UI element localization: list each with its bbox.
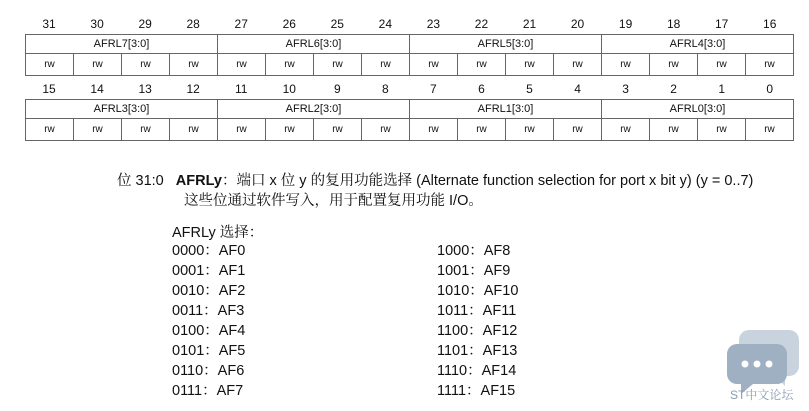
bit-number: 26 bbox=[282, 16, 296, 31]
bit-number: 16 bbox=[763, 16, 777, 31]
bit-numbers-upper bbox=[25, 13, 794, 34]
bit-range: 位 31:0 bbox=[117, 173, 164, 189]
watermark-text: ST中文论坛 bbox=[730, 388, 794, 402]
bit-number: 12 bbox=[186, 81, 200, 96]
field-afrl3: AFRL3[3:0] bbox=[26, 99, 218, 119]
code-item: 1010：AF10 bbox=[437, 283, 519, 299]
bit-number: 18 bbox=[666, 16, 681, 31]
bit-numbers-lower bbox=[25, 78, 794, 99]
bit-number: 19 bbox=[618, 16, 633, 31]
code-item: 0010：AF2 bbox=[172, 283, 246, 299]
bit-number: 31 bbox=[42, 16, 56, 31]
bit-number: 24 bbox=[378, 16, 393, 31]
code-item: 1100：AF12 bbox=[437, 323, 518, 339]
bit-number: 23 bbox=[426, 16, 441, 31]
access-cell: rw bbox=[554, 53, 602, 76]
access-cell: rw bbox=[506, 53, 554, 76]
code-item: 0000：AF0 bbox=[172, 243, 246, 259]
access-row-lower bbox=[25, 118, 794, 141]
field-afrl7: AFRL7[3:0] bbox=[26, 34, 218, 54]
bit-number: 27 bbox=[234, 16, 248, 31]
code-item: 1000：AF8 bbox=[437, 243, 511, 259]
code-item: 0011：AF3 bbox=[172, 303, 245, 319]
code-item: 1111：AF15 bbox=[437, 383, 516, 399]
bit-number: 5 bbox=[526, 81, 533, 96]
code-item: 1101：AF13 bbox=[437, 343, 518, 359]
access-cell: rw bbox=[362, 53, 410, 76]
field-name: AFRLy bbox=[175, 173, 222, 189]
access-row-upper bbox=[25, 53, 794, 76]
field-row-upper bbox=[25, 34, 794, 54]
access-cell: rw bbox=[122, 118, 170, 141]
access-cell: rw bbox=[122, 53, 170, 76]
access-cell: rw bbox=[314, 53, 362, 76]
access-cell: rw bbox=[74, 53, 122, 76]
code-item: 1001：AF9 bbox=[437, 263, 511, 279]
bit-number: 0 bbox=[766, 81, 774, 96]
access-cell: rw bbox=[170, 118, 218, 141]
access-cell: rw bbox=[266, 118, 314, 141]
access-cell: rw bbox=[650, 118, 698, 141]
bit-number: 21 bbox=[522, 16, 537, 31]
bit-number: 30 bbox=[90, 16, 104, 31]
access-cell: rw bbox=[26, 118, 74, 141]
access-cell: rw bbox=[410, 118, 458, 141]
field-summary: ：端口 x 位 y 的复用功能选择 (Alternate function selection for port x bit y) (y = 0..7) bbox=[221, 173, 754, 189]
field-row-lower bbox=[25, 99, 794, 119]
field-afrl6: AFRL6[3:0] bbox=[218, 34, 410, 54]
code-item: 0110：AF6 bbox=[172, 363, 245, 379]
code-item: 0111：AF7 bbox=[172, 383, 244, 399]
code-item: 0100：AF4 bbox=[172, 323, 246, 339]
bit-number: 7 bbox=[430, 81, 437, 96]
bit-number: 1 bbox=[718, 81, 726, 96]
access-cell: rw bbox=[602, 53, 650, 76]
access-cell: rw bbox=[170, 53, 218, 76]
access-cell: rw bbox=[74, 118, 122, 141]
register-lower bbox=[25, 78, 794, 141]
selection-title: AFRLy 选择： bbox=[172, 225, 264, 241]
access-cell: rw bbox=[218, 118, 266, 141]
bit-number: 13 bbox=[138, 81, 152, 96]
code-item: 0001：AF1 bbox=[172, 263, 246, 279]
field-afrl1: AFRL1[3:0] bbox=[410, 99, 602, 119]
access-cell: rw bbox=[746, 118, 794, 141]
bit-number: 10 bbox=[282, 81, 296, 96]
access-cell: rw bbox=[506, 118, 554, 141]
access-cell: rw bbox=[650, 53, 698, 76]
access-cell: rw bbox=[314, 118, 362, 141]
access-cell: rw bbox=[26, 53, 74, 76]
bit-number: 11 bbox=[234, 81, 248, 96]
field-description-line1 bbox=[117, 171, 753, 191]
access-cell: rw bbox=[218, 53, 266, 76]
field-afrl0: AFRL0[3:0] bbox=[602, 99, 794, 119]
access-cell: rw bbox=[602, 118, 650, 141]
bit-number: 25 bbox=[330, 16, 344, 31]
register-upper bbox=[25, 13, 794, 76]
bit-number: 6 bbox=[478, 81, 485, 96]
access-cell: rw bbox=[458, 118, 506, 141]
bit-number: 20 bbox=[570, 16, 585, 31]
access-cell: rw bbox=[698, 118, 746, 141]
field-afrl5: AFRL5[3:0] bbox=[410, 34, 602, 54]
bit-number: 3 bbox=[622, 81, 629, 96]
bit-number: 17 bbox=[715, 16, 729, 31]
bit-number: 4 bbox=[574, 81, 581, 96]
code-list-left bbox=[172, 241, 245, 401]
access-cell: rw bbox=[458, 53, 506, 76]
access-cell: rw bbox=[266, 53, 314, 76]
bit-number: 8 bbox=[382, 81, 389, 96]
access-cell: rw bbox=[410, 53, 458, 76]
bit-number: 29 bbox=[138, 16, 152, 31]
bit-number: 9 bbox=[333, 81, 341, 96]
bit-number: 14 bbox=[90, 81, 104, 96]
code-item: 0101：AF5 bbox=[172, 343, 246, 359]
access-cell: rw bbox=[746, 53, 794, 76]
bit-number: 2 bbox=[670, 81, 677, 96]
field-description-line2: 这些位通过软件写入，用于配置复用功能 I/O。 bbox=[184, 193, 483, 209]
field-afrl2: AFRL2[3:0] bbox=[218, 99, 410, 119]
access-cell: rw bbox=[554, 118, 602, 141]
field-afrl4: AFRL4[3:0] bbox=[602, 34, 794, 54]
code-item: 1011：AF11 bbox=[437, 303, 517, 319]
access-cell: rw bbox=[362, 118, 410, 141]
bit-number: 28 bbox=[186, 16, 200, 31]
bit-number: 22 bbox=[474, 16, 489, 31]
bit-number: 15 bbox=[42, 81, 56, 96]
access-cell: rw bbox=[698, 53, 746, 76]
code-item: 1110：AF14 bbox=[437, 363, 517, 379]
code-list-right bbox=[437, 241, 518, 401]
